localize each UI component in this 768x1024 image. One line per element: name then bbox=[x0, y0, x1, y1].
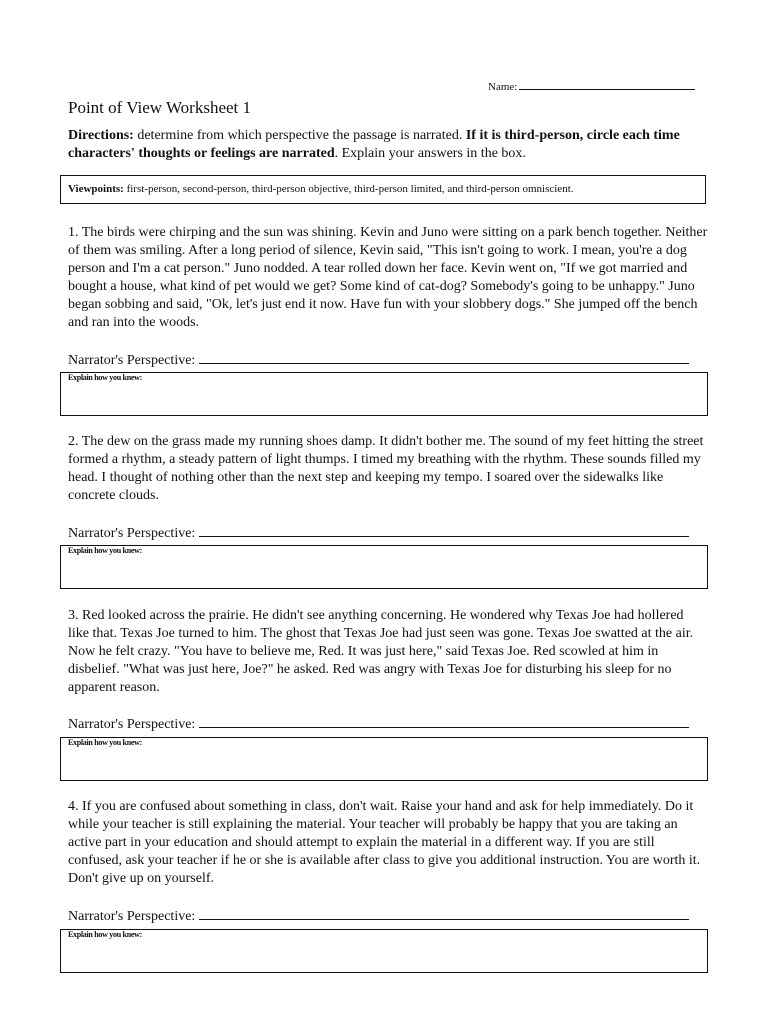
name-blank[interactable] bbox=[519, 80, 695, 90]
directions-text: determine from which perspective the passage is narrated. bbox=[133, 128, 466, 143]
explain-label: Explain how you knew: bbox=[68, 546, 142, 555]
narrator-field-4[interactable] bbox=[68, 906, 689, 925]
narrator-label: Narrator's Perspective: bbox=[68, 353, 196, 368]
narrator-field-1[interactable] bbox=[68, 350, 689, 369]
directions-label: Directions: bbox=[68, 128, 134, 143]
page-title: Point of View Worksheet 1 bbox=[68, 98, 252, 117]
name-label: Name: bbox=[488, 81, 518, 93]
viewpoints-label: Viewpoints: bbox=[68, 183, 124, 195]
directions bbox=[68, 127, 708, 163]
passage-1: 1. The birds were chirping and the sun was shining. Kevin and Juno were sitting on a park bench together. Neither of them was smiling. After a long period of silence, Kevin said, "This isn't going to work. I mean, you're a dog person and I'm a cat person." Juno nodded. A tear rolled down her face. Kevin went on, "If we got married and bought a house, what kind of pet would we get? Some kind of cat-dog? Somebody's going to be unhappy." Juno began sobbing and said, "Ok, let's just end it now. Have fun with your slobbery dogs." She jumped off the bench and ran into the woods. bbox=[68, 225, 708, 330]
narrator-blank[interactable] bbox=[199, 523, 689, 537]
passage-2: 2. The dew on the grass made my running shoes damp. It didn't bother me. The sound of my feet hitting the street formed a rhythm, a steady pattern of light thumps. I timed my breathing with the rhythm. These sounds filled my head. I thought of nothing other than the next step and keeping my tempo. I soared over the sidewalks like concrete clouds. bbox=[68, 434, 704, 503]
viewpoints-box bbox=[60, 175, 706, 204]
narrator-blank[interactable] bbox=[199, 350, 689, 364]
narrator-label: Narrator's Perspective: bbox=[68, 909, 196, 924]
narrator-blank[interactable] bbox=[199, 714, 689, 728]
narrator-label: Narrator's Perspective: bbox=[68, 526, 196, 541]
explain-label: Explain how you knew: bbox=[68, 930, 142, 939]
directions-bold: If it is third-person, circle each time characters' thoughts or feelings are narrated bbox=[68, 128, 680, 161]
explain-label: Explain how you knew: bbox=[68, 738, 142, 747]
directions-text-end: . Explain your answers in the box. bbox=[334, 146, 526, 161]
explain-box-3[interactable] bbox=[60, 737, 708, 781]
narrator-label: Narrator's Perspective: bbox=[68, 717, 196, 732]
narrator-field-3[interactable] bbox=[68, 714, 689, 733]
name-field[interactable] bbox=[488, 80, 695, 93]
narrator-field-2[interactable] bbox=[68, 523, 689, 542]
narrator-blank[interactable] bbox=[199, 906, 689, 920]
viewpoints-text: first-person, second-person, third-person objective, third-person limited, and third-person omniscient. bbox=[123, 183, 574, 195]
passage-4: 4. If you are confused about something in class, don't wait. Raise your hand and ask for help immediately. Do it while your teacher is still explaining the material. Your teacher will probably be happy that you are taking an active part in your education and should attempt to explain the material in a different way. If you are still confused, ask your teacher if he or she is available after class to give you additional instruction. You are worth it. Don't give up on yourself. bbox=[68, 799, 701, 886]
explain-box-4[interactable] bbox=[60, 929, 708, 973]
explain-label: Explain how you knew: bbox=[68, 373, 142, 382]
explain-box-1[interactable] bbox=[60, 372, 708, 416]
explain-box-2[interactable] bbox=[60, 545, 708, 589]
passage-3: 3. Red looked across the prairie. He didn't see anything concerning. He wondered why Texas Joe had hollered like that. Texas Joe turned to him. The ghost that Texas Joe had just seen was gone. Texas Joe swatted at the air. Now he felt crazy. "You have to believe me, Red. It was just here," said Texas Joe. Red scowled at him in disbelief. "What was just here, Joe?" he asked. Red was angry with Texas Joe for disturbing his sleep for no apparent reason. bbox=[68, 608, 694, 695]
